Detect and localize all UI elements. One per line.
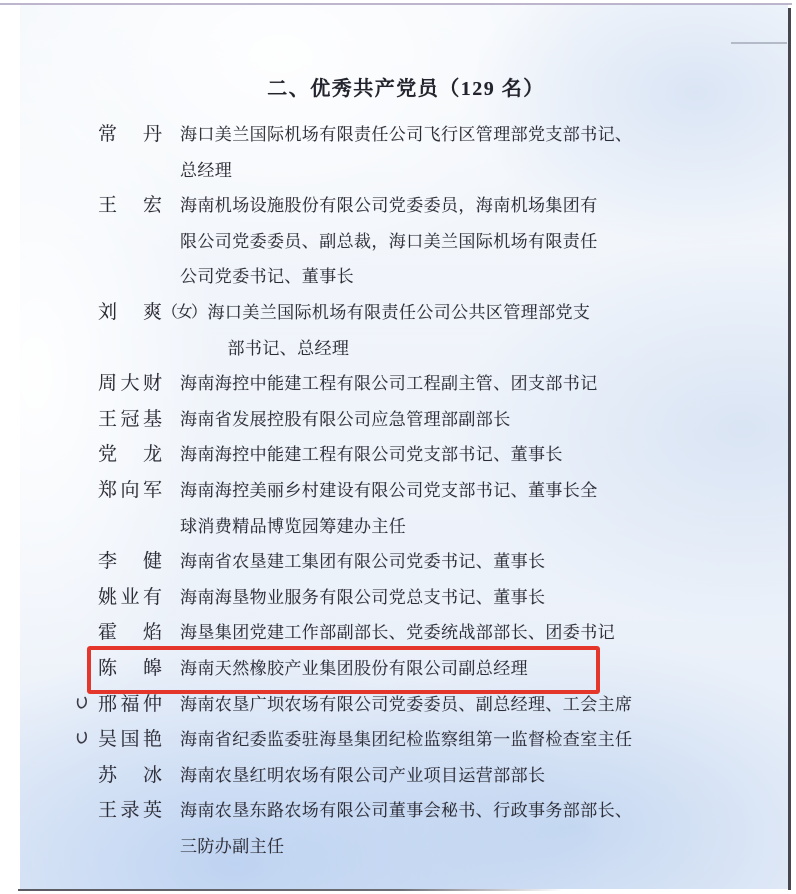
member-role-line: 海口美兰国际机场有限责任公司飞行区管理部党支部书记、 [180,125,633,144]
list-item [98,758,796,794]
member-role-line: 海南海垦物业服务有限公司党总支书记、董事长 [180,587,546,607]
pen-mark-icon [75,694,97,714]
member-role-line: 部书记、总经理 [227,338,350,358]
member-name: 王冠基 [98,408,162,430]
member-role-line: 海南天然橡胶产业集团股份有限公司副总经理 [180,658,528,678]
member-name: 周大财 [98,373,162,395]
member-roles [180,722,632,758]
list-item [98,615,796,651]
member-roles [180,366,598,402]
list-item [98,366,796,402]
member-roles [180,651,528,687]
member-roles [180,188,598,295]
member-role-line: 海南机场设施股份有限公司党委委员，海南机场集团有 [180,196,598,216]
member-roles [180,615,615,651]
member-role-line: 海垦集团党建工作部副部长、党委统战部部长、团委书记 [180,623,615,643]
member-role-line: 总经理 [180,160,233,180]
member-role-line: 海南农垦东路农场有限公司董事会秘书、行政事务部部长、 [180,801,633,821]
member-name: 郑向军 [98,479,162,501]
list-item [98,473,796,544]
member-role-line: 海南海控中能建工程有限公司工程副主管、团支部书记 [180,374,598,394]
member-roles [180,793,632,864]
member-role-line: 公司党委书记、董事长 [180,267,354,287]
member-name: 姚业有 [98,586,162,608]
list-item [98,402,796,438]
member-roles [180,117,632,188]
member-role-line: 海南省农垦建工集团有限公司党委书记、董事长 [180,552,546,572]
pen-mark-icon [75,729,97,749]
list-item [98,722,796,758]
list-item [98,793,796,864]
member-name: 王宏 [98,195,162,217]
member-role-line: 球消费精品博览园筹建办主任 [180,516,407,536]
scan-edge-bottom [18,889,563,891]
list-item [98,651,796,687]
member-name-suffix: （女） [162,303,206,321]
member-role-line: 海南省纪委监委驻海垦集团纪检监察组第一监督检查室主任 [180,730,633,750]
member-name: 苏冰 [98,764,162,786]
member-roles [180,580,545,616]
member-roles [208,295,591,366]
member-role-line: 海南农垦广坝农场有限公司党委委员、副总经理、工会主席 [180,694,633,714]
member-name: 刘爽 [98,301,162,323]
member-role-line: 海南海控中能建工程有限公司党支部书记、董事长 [180,445,563,465]
member-roles [180,402,511,438]
list-item [98,687,796,723]
member-roles [180,544,545,580]
page-title: 二、优秀共产党员（129 名） [267,78,545,100]
member-role-line: 海南农垦红明农场有限公司产业项目运营部部长 [180,765,546,785]
member-name: 吴国艳 [98,729,162,751]
member-name: 常丹 [98,124,162,145]
member-name: 党龙 [98,444,162,466]
member-role-line: 海南海控美丽乡村建设有限公司党支部书记、董事长全 [180,480,598,500]
member-role-line: 海南省发展控股有限公司应急管理部副部长 [180,409,511,429]
list-item [98,580,796,616]
list-item [98,117,796,188]
member-list [0,117,796,864]
list-item [98,544,796,580]
member-role-line: 三防办副主任 [180,836,285,856]
member-roles [180,437,563,473]
member-role-line: 限公司党委委员、副总裁，海口美兰国际机场有限责任 [180,231,598,251]
list-item [98,437,796,473]
member-roles [180,473,598,544]
list-item [98,188,796,295]
member-roles [180,687,632,723]
member-name: 陈皞 [98,657,162,679]
member-roles [180,758,545,794]
member-role-line: 海口美兰国际机场有限责任公司公共区管理部党支 [207,302,591,322]
member-name: 李健 [98,551,162,573]
member-name: 霍焰 [98,622,162,644]
member-name: 王录英 [98,800,162,822]
member-name: 邢福仲 [98,693,162,715]
list-item [98,295,796,366]
